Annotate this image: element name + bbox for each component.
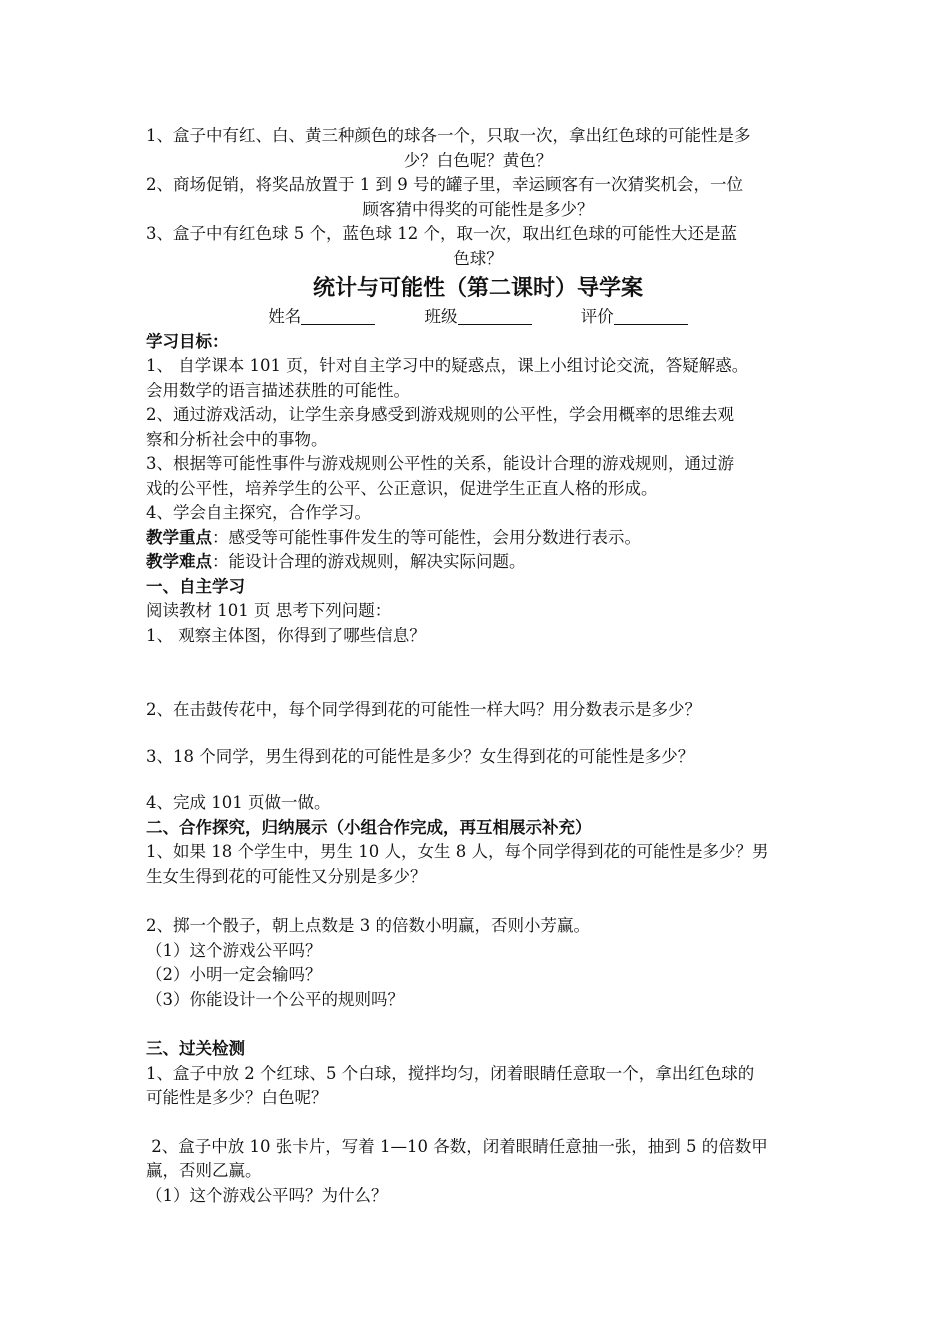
answer-space	[146, 1111, 810, 1135]
goal-4: 4、学会自主探究，合作学习。	[146, 503, 371, 522]
top-question-1-line-1: 1、盒子中有红、白、黄三种颜色的球各一个，只取一次，拿出红色球的可能性是多	[146, 126, 751, 145]
class-label: 班级	[424, 307, 458, 326]
name-field	[268, 305, 375, 330]
document-title: 统计与可能性（第二课时）导学案	[312, 275, 643, 301]
class-blank	[458, 306, 532, 325]
section-3-heading: 三、过关检测	[146, 1039, 245, 1058]
answer-space	[146, 769, 810, 791]
top-question-3-line-1: 3、盒子中有红色球 5 个，蓝色球 12 个，取一次，取出红色球的可能性大还是蓝	[146, 224, 737, 243]
goal-3-line-2: 戏的公平性，培养学生的公平、公正意识，促进学生正直人格的形成。	[146, 478, 658, 498]
goal-1-line-1: 1、 自学课本 101 页，针对自主学习中的疑惑点，课上小组讨论交流，答疑解惑。	[146, 356, 749, 375]
section-3-question-2-line-2: 赢，否则乙赢。	[146, 1161, 262, 1180]
section-2-question-1-line-1: 1、如果 18 个学生中，男生 10 人，女生 8 人，每个同学得到花的可能性是多少？男	[146, 842, 769, 861]
section-2-question-1-line-2: 生女生得到花的可能性又分别是多少？	[146, 866, 427, 886]
section-2-question-2-sub-2: （2）小明一定会输吗？	[146, 965, 322, 984]
section-1-question-1: 1、 观察主体图，你得到了哪些信息？	[146, 625, 426, 645]
answer-space	[146, 1012, 810, 1037]
key-point	[146, 526, 810, 551]
eval-field	[581, 305, 688, 330]
section-2-question-2: 2、掷一个骰子，朝上点数是 3 的倍数小明赢，否则小芳赢。	[146, 916, 590, 935]
goal-2-line-2: 察和分析社会中的事物。	[146, 429, 328, 449]
section-2-heading: 二、合作探究，归纳展示（小组合作完成，再互相展示补充）	[146, 817, 592, 837]
eval-label: 评价	[580, 307, 614, 326]
section-2-question-2-sub-1: （1）这个游戏公平吗？	[146, 940, 322, 960]
answer-space	[146, 648, 810, 698]
name-label: 姓名	[268, 307, 302, 326]
student-info-row	[146, 305, 810, 330]
section-3-question-2-line-1: 2、盒子中放 10 张卡片，写着 1—10 各数，闭着眼睛任意抽一张，抽到 5 的倍数甲	[146, 1136, 768, 1156]
document-content	[146, 124, 810, 1208]
section-3-question-1-line-2: 可能性是多少？白色呢？	[146, 1088, 328, 1107]
answer-space	[146, 723, 810, 745]
goal-2-line-1: 2、通过游戏活动，让学生亲身感受到游戏规则的公平性，学会用概率的思维去观	[146, 405, 734, 424]
key-point-label: 教学重点	[146, 527, 212, 547]
top-question-2-line-2: 顾客猜中得奖的可能性是多少？	[362, 199, 594, 219]
answer-space	[146, 889, 810, 914]
section-1-intro: 阅读教材 101 页 思考下列问题：	[146, 601, 392, 620]
key-point-text: ：感受等可能性事件发生的等可能性，会用分数进行表示。	[212, 527, 641, 547]
section-1-heading: 一、自主学习	[146, 576, 245, 596]
section-3-question-2-sub-1: （1）这个游戏公平吗？为什么？	[146, 1185, 388, 1205]
section-1-question-3: 3、18 个同学，男生得到花的可能性是多少？女生得到花的可能性是多少？	[146, 746, 695, 766]
class-field	[425, 305, 532, 330]
goal-3-line-1: 3、根据等可能性事件与游戏规则公平性的关系，能设计合理的游戏规则，通过游	[146, 454, 734, 473]
top-question-3-line-2: 色球？	[453, 248, 503, 268]
section-2-question-2-sub-3: （3）你能设计一个公平的规则吗？	[146, 989, 404, 1009]
section-1-question-2: 2、在击鼓传花中，每个同学得到花的可能性一样大吗？用分数表示是多少？	[146, 700, 701, 719]
section-1-question-4: 4、完成 101 页做一做。	[146, 793, 331, 812]
top-question-2-line-1: 2、商场促销，将奖品放置于 1 到 9 号的罐子里，幸运顾客有一次猜奖机会，一位	[146, 175, 743, 194]
top-question-1-line-2: 少？白色呢？黄色？	[403, 150, 553, 170]
goals-heading: 学习目标：	[146, 331, 229, 351]
difficult-point	[146, 550, 810, 575]
eval-blank	[614, 306, 688, 325]
section-3-question-1-line-1: 1、盒子中放 2 个红球、5 个白球，搅拌均匀，闭着眼睛任意取一个，拿出红色球的	[146, 1063, 755, 1083]
name-blank	[301, 306, 375, 325]
goal-1-line-2: 会用数学的语言描述获胜的可能性。	[146, 380, 410, 400]
difficult-point-text: ：能设计合理的游戏规则，解决实际问题。	[212, 552, 526, 571]
difficult-point-label: 教学难点	[146, 552, 212, 571]
